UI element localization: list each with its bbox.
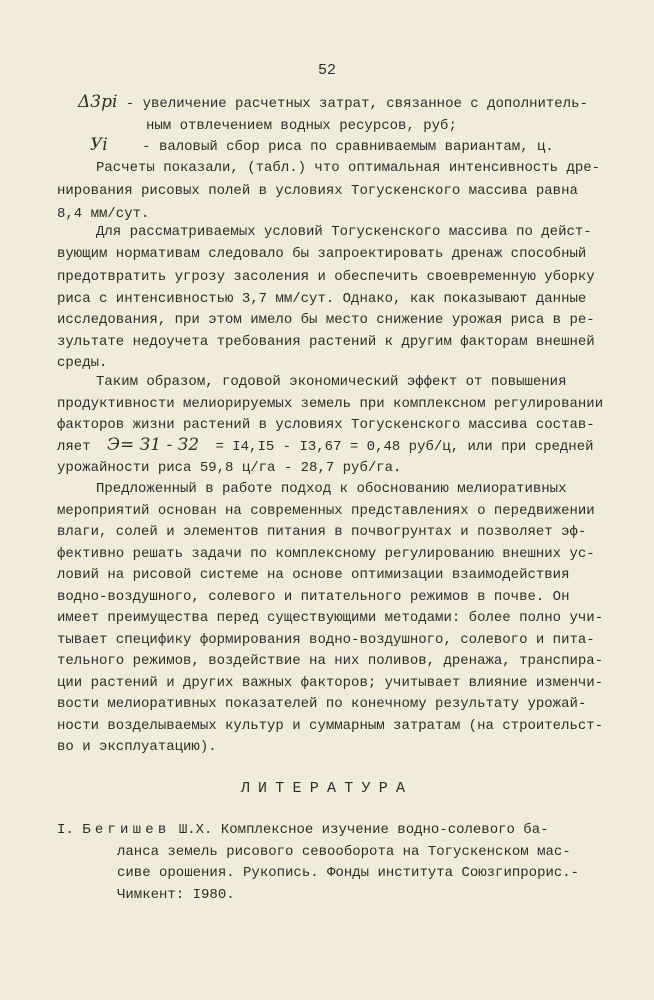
paragraph-line: ности возделываемых культур и суммарным затратам (на строительст- [57,718,604,734]
paragraph-line: нирования рисовых полей в условиях Тогускенского массива равна [57,183,578,199]
paragraph-line: урожайности риса 59,8 ц/га - 28,7 руб/га. [57,460,402,476]
paragraph-line: факторов жизни растений в условиях Тогускенского массива состав- [57,417,595,433]
definition-line-1 [78,92,588,114]
formula-line [57,435,594,457]
definition-text: ным отвлечением водных ресурсов, руб; [146,118,457,134]
paragraph-line: Таким образом, годовой экономический эффект от повышения [96,374,567,390]
reference-author: Бегишев [82,822,171,838]
economic-effect-formula: Э= З1 - З2 [107,435,200,455]
page-number: 52 [317,62,336,79]
paragraph-line: предотвратить угрозу засоления и обеспечить своевременную уборку [57,269,595,285]
paragraph-line: тельного режимов, воздействие на них поливов, дренажа, транспира- [57,653,604,669]
definition-text: - валовый сбор риса по сравниваемым вариантам, ц. [142,139,554,155]
paragraph-line: ловий на рисовой системе на основе оптимизации взаимодействия [57,567,570,583]
paragraph-line: 8,4 мм/сут. [57,206,150,222]
paragraph-line: имеет преимущества перед существующими методами: более полно учи- [57,610,604,626]
definition-line-2 [146,116,457,136]
paragraph-line: риса с интенсивностью 3,7 мм/сут. Однако, как показывают данные [57,291,587,307]
formula-symbol-y: Уi [90,135,108,155]
paragraph-line: мероприятий основан на современных представлениях о передвижении [57,503,595,519]
reference-number: I. [57,822,74,838]
paragraph-line: тывает специфику формирования водно-воздушного, солевого и пита- [57,632,595,648]
references-title: ЛИТЕРАТУРА [240,780,414,797]
paragraph-line: продуктивности мелиорируемых земель при комплексном регулировании [57,396,604,412]
paragraph-line: ции растений и других важных факторов; учитывает влияние изменчи- [57,675,604,691]
paragraph-line: Расчеты показали, (табл.) что оптимальная интенсивность дре- [96,160,601,176]
reference-initials: Ш.Х. [178,822,213,838]
paragraph-line: среды. [57,355,108,371]
paragraph-line: вующим нормативам следовало бы запроектировать дренаж способный [57,246,587,262]
formula-prefix: ляет [57,439,91,455]
reference-line: Чимкент: I980. [117,887,235,903]
paragraph-line: влаги, солей и элементов питания в почвогрунтах и позволяет эф- [57,524,587,540]
reference-line: сиве орошения. Рукопись. Фонды института Союзгипрорис.- [117,865,580,881]
paragraph-line: Для рассматриваемых условий Тогускенского массива по дейст- [96,224,592,240]
paragraph-line: зультате недоучета требования растений к другим факторам внешней [57,334,595,350]
paragraph-line: водно-воздушного, солевого и питательного режимов в почве. Он [57,589,570,605]
reference-text: Комплексное изучение водно-солевого ба- [220,822,549,838]
paragraph-line: Предложенный в работе подход к обоснованию мелиоративных [96,481,567,497]
paragraph-line: исследования, при этом имело бы место снижение урожая риса в ре- [57,312,595,328]
reference-entry-line [57,820,549,840]
paragraph-line: вости мелиоративных показателей по конечному результату урожай- [57,696,587,712]
definition-text: - увеличение расчетных затрат, связанное с дополнитель- [125,96,588,112]
formula-symbol-delta-z: Δ3pi [78,92,118,112]
paragraph-line: фективно решать задачи по комплексному регулированию внешних ус- [57,546,595,562]
formula-values: = I4,I5 - I3,67 = 0,48 руб/ц, или при средней [215,439,594,455]
definition-line-3 [90,135,554,157]
reference-line: ланса земель рисового севооборота на Тогускенском мас- [117,844,571,860]
paragraph-line: во и эксплуатацию). [57,739,217,755]
